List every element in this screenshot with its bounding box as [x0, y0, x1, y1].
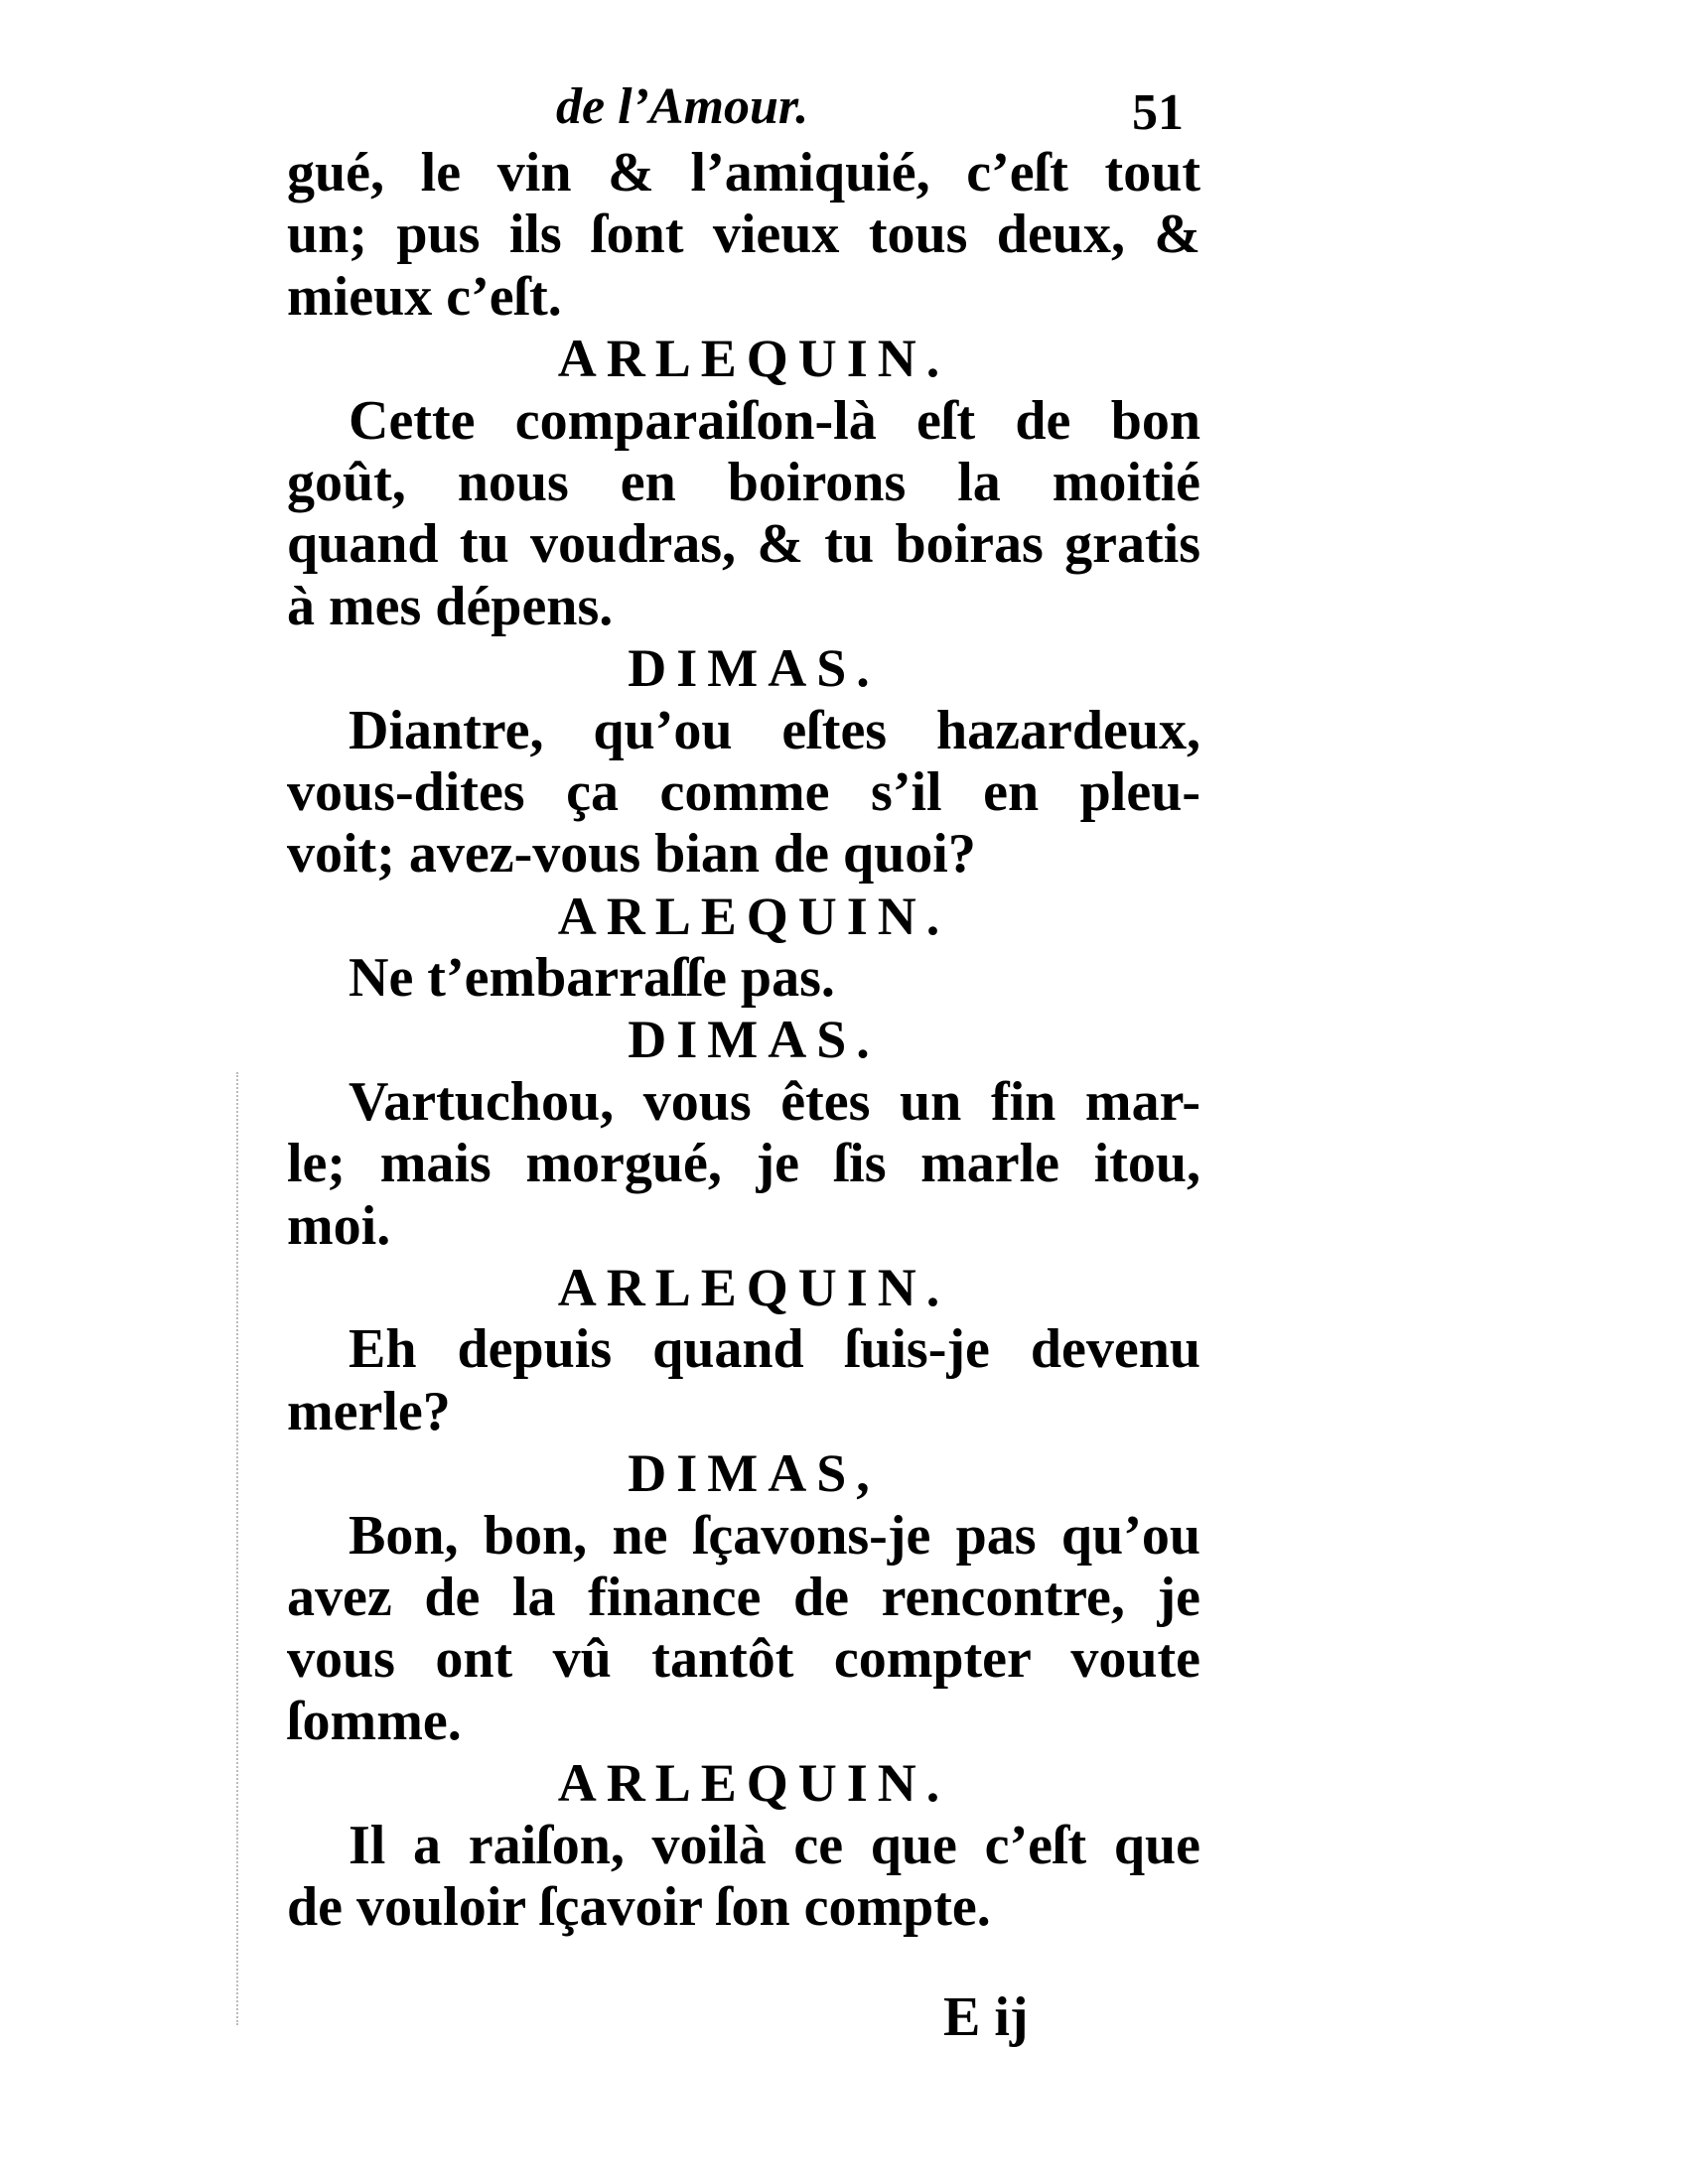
text-line: à mes dépens.	[287, 575, 614, 637]
text-line: gué, le vin & l’amiquié, c’eſt tout	[287, 142, 1200, 204]
page-number: 51	[1132, 84, 1184, 141]
text-line: de vouloir ſçavoir ſon compte.	[287, 1875, 991, 1938]
text-line: ſomme.	[287, 1690, 462, 1752]
text-line: moi.	[287, 1194, 391, 1257]
signature-mark: E ij	[943, 1986, 1029, 2048]
text-line: merle?	[287, 1380, 451, 1442]
text-line: mieux c’eſt.	[287, 265, 562, 328]
speaker-name: ARLEQUIN.	[557, 1753, 950, 1814]
gutter-shadow	[236, 1072, 242, 2025]
text-line: voit; avez-vous bian de quoi?	[287, 823, 976, 886]
text-line: Diantre, qu’ou eſtes hazardeux,	[349, 699, 1200, 761]
text-line: avez de la finance de rencontre, je	[287, 1566, 1200, 1628]
page-body	[287, 142, 1200, 1938]
speaker-name: ARLEQUIN.	[557, 886, 950, 946]
text-line: goût, nous en boirons la moitié	[287, 451, 1200, 513]
text-line: le; mais morgué, je ſis marle itou,	[287, 1133, 1200, 1195]
text-line: vous ont vû tantôt compter voute	[287, 1628, 1200, 1691]
speaker-name: DIMAS,	[628, 1443, 880, 1504]
text-line: quand tu voudras, & tu boiras gratis	[287, 513, 1200, 576]
speaker-name: ARLEQUIN.	[557, 1258, 950, 1318]
text-line: Eh depuis quand ſuis-je devenu	[349, 1318, 1200, 1381]
running-title: de l’Amour.	[556, 78, 809, 135]
text-line: Ne t’embarraſſe pas.	[349, 947, 835, 1010]
text-line: Cette comparaiſon-là eſt de bon	[349, 389, 1200, 452]
text-line: vous-dites ça comme s’il en pleu-	[287, 760, 1200, 823]
speaker-name: DIMAS.	[628, 1010, 880, 1070]
speaker-name: ARLEQUIN.	[557, 329, 950, 389]
text-line: Vartuchou, vous êtes un fin mar-	[349, 1070, 1200, 1133]
text-line: Bon, bon, ne ſçavons-je pas qu’ou	[349, 1504, 1200, 1567]
text-line: un; pus ils ſont vieux tous deux, &	[287, 204, 1200, 266]
speaker-name: DIMAS.	[628, 638, 880, 699]
text-line: Il a raiſon, voilà ce que c’eſt que	[349, 1814, 1200, 1876]
